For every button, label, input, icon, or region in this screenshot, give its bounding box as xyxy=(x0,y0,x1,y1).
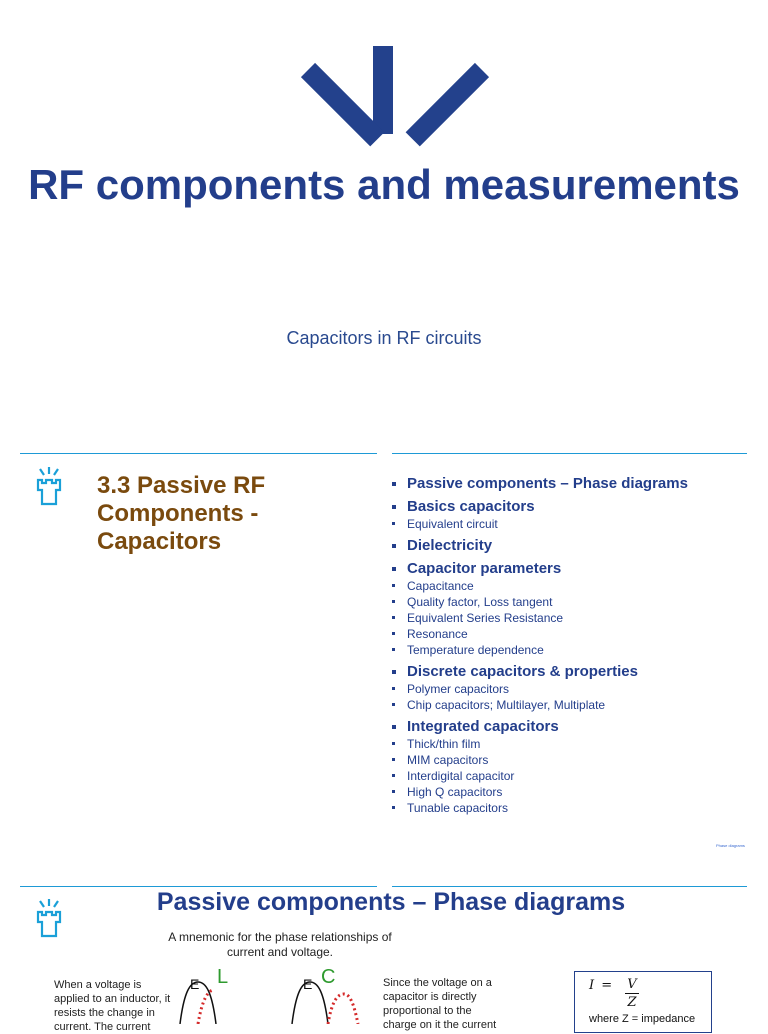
bullet-icon xyxy=(392,567,396,571)
outline-text: Dielectricity xyxy=(407,537,493,554)
bullet-icon xyxy=(392,790,395,793)
outline-subitem xyxy=(392,642,752,658)
outline-text: Equivalent circuit xyxy=(407,517,498,531)
bullet-icon xyxy=(392,482,396,486)
impedance-note: where Z = impedance xyxy=(589,1013,696,1025)
presentation-title: RF components and measurements xyxy=(28,161,740,208)
phase-diagrams-link[interactable]: Phase diagrams xyxy=(716,843,745,848)
outline-text: Polymer capacitors xyxy=(407,682,510,696)
outline-text: Passive components – Phase diagrams xyxy=(407,475,688,492)
outline-text: Equivalent Series Resistance xyxy=(407,611,564,625)
label-e: E xyxy=(303,976,313,992)
label-c: C xyxy=(321,966,336,988)
bullet-icon xyxy=(392,632,395,635)
outline-text: Discrete capacitors & properties xyxy=(407,663,638,680)
outline-subitem xyxy=(392,626,752,642)
bullet-icon xyxy=(392,703,395,706)
outline-text: Integrated capacitors xyxy=(407,718,559,735)
mnemonic-caption: A mnemonic for the phase relationships of current and voltage. xyxy=(168,930,392,959)
section-heading: 3.3 Passive RF Components - Capacitors xyxy=(97,472,266,555)
title-slide xyxy=(0,0,768,440)
outline-item xyxy=(392,718,752,736)
outline-text: Temperature dependence xyxy=(407,643,544,657)
outline-item xyxy=(392,498,752,516)
divider xyxy=(392,453,747,454)
divider xyxy=(20,453,377,454)
bullet-icon xyxy=(392,742,395,745)
divider xyxy=(100,886,377,887)
bullet-icon xyxy=(392,725,396,729)
bullet-icon xyxy=(392,670,396,674)
inductor-explanation: When a voltage is applied to an inductor, it resists the change in current. The current xyxy=(54,979,171,1033)
outline-text: Chip capacitors; Multilayer, Multiplate xyxy=(407,698,606,712)
outline-text: Interdigital capacitor xyxy=(407,769,515,783)
outline-list xyxy=(392,470,752,816)
outline-text: Capacitor parameters xyxy=(407,560,562,577)
outline-item xyxy=(392,475,752,493)
divider xyxy=(392,886,747,887)
bullet-icon xyxy=(392,522,395,525)
outline-text: Resonance xyxy=(407,627,468,641)
ohms-law-formula: I = V Z xyxy=(589,978,612,993)
outline-subitem xyxy=(392,594,752,610)
bullet-icon xyxy=(392,687,395,690)
outline-item xyxy=(392,560,752,578)
outline-subitem xyxy=(392,516,752,532)
outline-subitem xyxy=(392,697,752,713)
bullet-icon xyxy=(392,600,395,603)
outline-text: Quality factor, Loss tangent xyxy=(407,595,553,609)
outline-text: Capacitance xyxy=(407,579,474,593)
outline-subitem xyxy=(392,784,752,800)
label-e: E xyxy=(190,976,200,992)
bullet-icon xyxy=(392,505,396,509)
bullet-icon xyxy=(392,584,395,587)
bullet-icon xyxy=(392,544,396,548)
bullet-icon xyxy=(392,616,395,619)
bullet-icon xyxy=(392,806,395,809)
phase-wave-diagram xyxy=(176,972,376,1024)
slide-title: Passive components – Phase diagrams xyxy=(156,888,626,916)
outline-subitem xyxy=(392,681,752,697)
outline-text: Thick/thin film xyxy=(407,737,481,751)
outline-subitem xyxy=(392,800,752,816)
outline-subitem xyxy=(392,736,752,752)
outline-text: MIM capacitors xyxy=(407,753,489,767)
bullet-icon xyxy=(392,774,395,777)
tu-delft-flame-logo xyxy=(260,40,510,150)
outline-text: High Q capacitors xyxy=(407,785,503,799)
bullet-icon xyxy=(392,648,395,651)
outline-subitem xyxy=(392,768,752,784)
outline-subitem xyxy=(392,610,752,626)
tu-delft-building-icon xyxy=(34,466,64,506)
outline-item xyxy=(392,663,752,681)
outline-subitem xyxy=(392,578,752,594)
divider xyxy=(20,886,100,887)
presentation-subtitle: Capacitors in RF circuits xyxy=(286,328,482,348)
outline-text: Basics capacitors xyxy=(407,498,535,515)
capacitor-explanation: Since the voltage on a capacitor is directly proportional to the charge on it the current xyxy=(383,977,497,1031)
bullet-icon xyxy=(392,758,395,761)
outline-subitem xyxy=(392,752,752,768)
outline-item xyxy=(392,537,752,555)
outline-text: Tunable capacitors xyxy=(407,801,508,815)
label-l: L xyxy=(217,966,229,988)
